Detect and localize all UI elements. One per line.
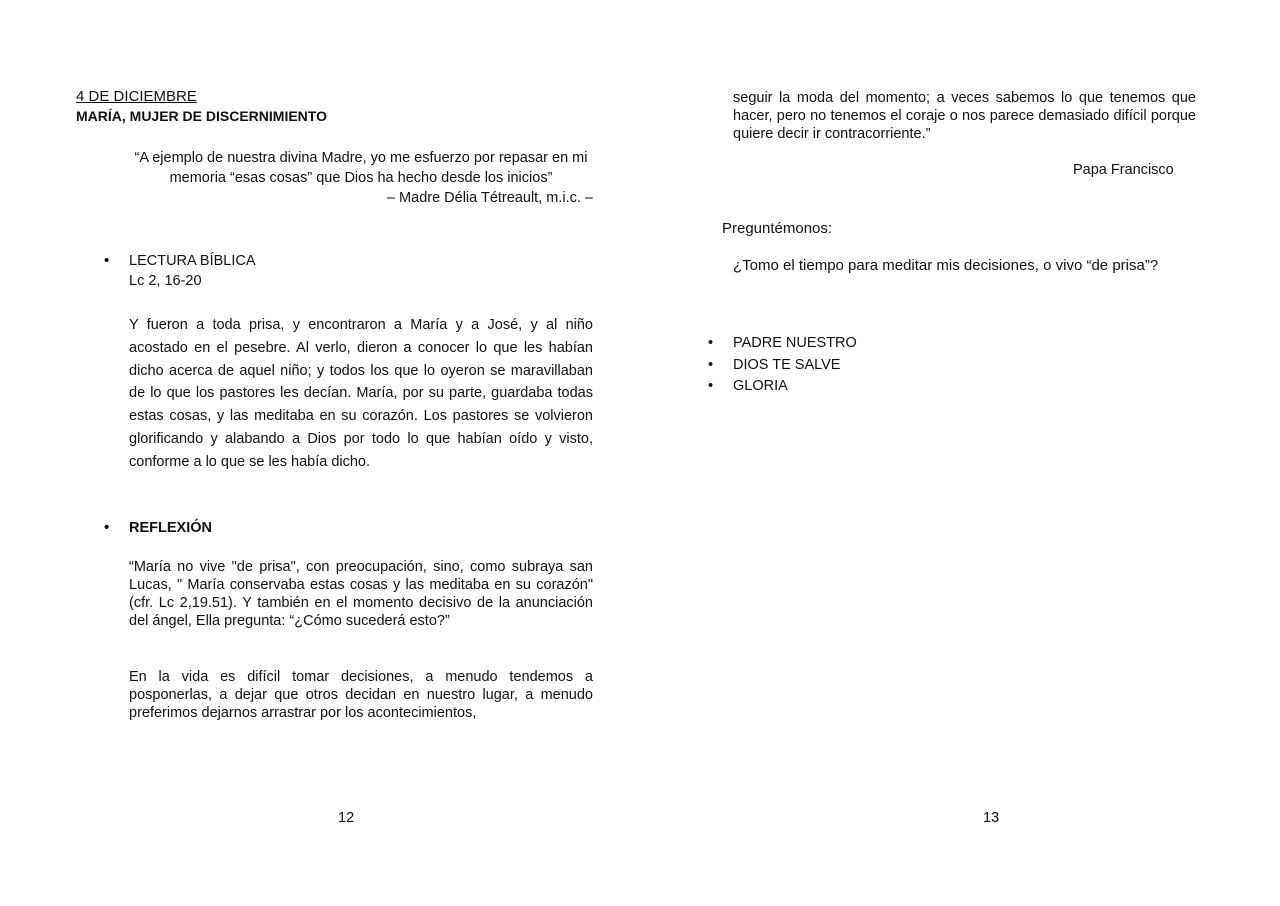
page-number-right: 13 [983, 810, 1000, 826]
quote-author: Papa Francisco [1073, 162, 1174, 178]
page-title: MARÍA, MUJER DE DISCERNIMIENTO [76, 108, 327, 124]
epigraph-attribution: – Madre Délia Tétreault, m.i.c. – [386, 190, 593, 206]
date-heading: 4 DE DICIEMBRE [76, 88, 197, 105]
right-page [640, 0, 1280, 906]
prayer-item-dios-te-salve: • DIOS TE SALVE [733, 355, 857, 377]
reflexion-paragraph-1: “María no vive "de prisa", con preocupación, sino, como subraya san Lucas, " María conservaba estas cosas y las meditaba en su corazón" (cfr. Lc 2,19.51). Y también en el momento decisivo de la anunciación del ángel, Ella pregunta: “¿Cómo sucederá esto?” [129, 559, 593, 629]
lectura-reference: Lc 2, 16-20 [129, 273, 202, 289]
lectura-heading: • LECTURA BÍBLICA [129, 253, 256, 269]
reflexion-heading: • REFLEXIÓN [129, 518, 212, 538]
pregunta-label: Preguntémonos: [722, 220, 833, 237]
lectura-section-heading [129, 251, 256, 291]
bible-passage: Y fueron a toda prisa, y encontraron a María y a José, y al niño acostado en el pesebre. Al verlo, dieron a conocer lo que les habían dicho acerca de aquel niño; y todos los que lo oyeron se maravillaban de lo que los pastores les decían. María, por su parte, guardaba todas estas cosas, y las meditaba en su corazón. Los pastores se volvieron glorificando y alabando a Dios por todo lo que habían oído y visto, conforme a lo que se les había dicho. [129, 317, 593, 470]
prayer-item-gloria: • GLORIA [733, 376, 857, 398]
prayer-list [733, 333, 857, 398]
prayer-item-padre-nuestro: • PADRE NUESTRO [733, 333, 857, 355]
epigraph-quote: “A ejemplo de nuestra divina Madre, yo me esfuerzo por repasar en mi memoria “esas cosas” que Dios ha hecho desde los inicios” [134, 150, 588, 186]
pregunta-question: ¿Tomo el tiempo para meditar mis decisiones, o vivo “de prisa”? [733, 257, 1159, 274]
reflexion-continuation: seguir la moda del momento; a veces sabemos lo que tenemos que hacer, pero no tenemos el coraje o nos parece demasiado difícil porque quiere decir ir contracorriente.” [733, 90, 1196, 142]
reflexion-paragraph-2: En la vida es difícil tomar decisiones, a menudo tendemos a posponerlas, a dejar que otros decidan en nuestro lugar, a menudo preferimos dejarnos arrastrar por los acontecimientos, [129, 669, 593, 721]
page-number-left: 12 [338, 810, 355, 826]
epigraph [129, 148, 593, 208]
